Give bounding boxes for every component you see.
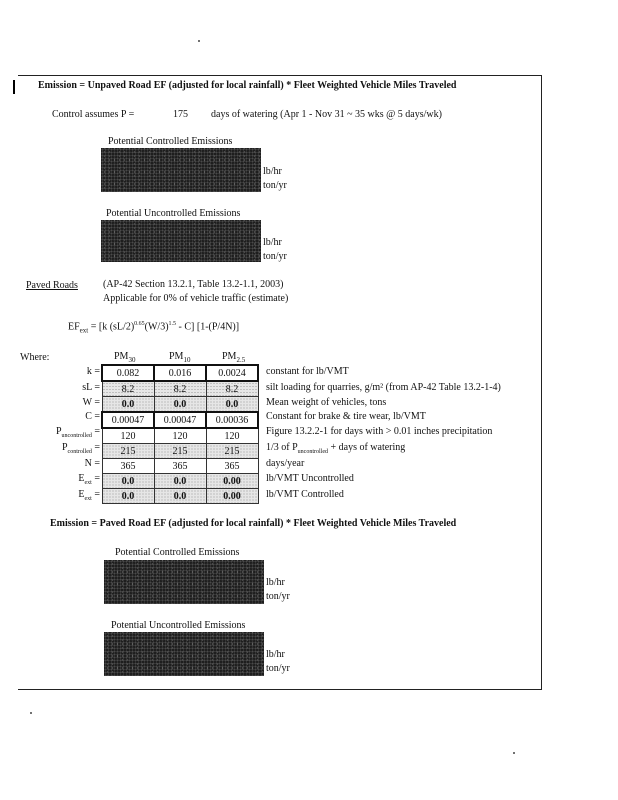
- unit-tonyr: ton/yr: [263, 251, 287, 262]
- table-cell: 0.0: [102, 489, 154, 504]
- formula-part2: (W/3): [144, 321, 169, 333]
- parameter-table: [101, 364, 259, 504]
- table-row: [102, 397, 258, 413]
- controlled-emissions-title-2: Potential Controlled Emissions: [115, 547, 240, 558]
- table-row: [102, 459, 258, 474]
- unit-tonyr-2: ton/yr: [266, 591, 290, 602]
- header-pm25: $PM_{2.5}$: [222, 351, 246, 364]
- controlled-emissions-redacted-2: [104, 560, 264, 604]
- uncontrolled-emissions-title: Potential Uncontrolled Emissions: [106, 208, 241, 219]
- table-cell: 0.00: [206, 474, 258, 489]
- table-cell: 0.0: [206, 397, 258, 413]
- row-label-p-uncontrolled: $P_{uncontrolled}$ =: [55, 426, 100, 439]
- row-label-w: W =: [82, 397, 100, 408]
- top-rule: [18, 75, 542, 76]
- row-desc-w: Mean weight of vehicles, tons: [266, 397, 387, 408]
- row-desc-p-controlled: 1/3 of $P_{uncontrolled}$ + days of watering: [266, 442, 406, 455]
- table-row: [102, 489, 258, 504]
- table-cell: 365: [154, 459, 206, 474]
- table-cell: 0.082: [102, 365, 154, 381]
- table-cell: 0.0: [154, 489, 206, 504]
- formula-exp1: 0.65: [134, 321, 145, 327]
- table-cell: 215: [154, 444, 206, 459]
- unpaved-equation: Emission = Unpaved Road EF (adjusted for local rainfall) * Fleet Weighted Vehicle Miles Traveled: [38, 80, 457, 91]
- control-assumption-label: Control assumes P =: [52, 109, 135, 120]
- table-cell: 8.2: [206, 381, 258, 397]
- table-cell: 215: [206, 444, 258, 459]
- controlled-emissions-redacted: [101, 148, 261, 192]
- row-label-k: k =: [86, 366, 100, 377]
- formula-part3: - C] [1-(P/4N)]: [176, 321, 240, 333]
- paved-formula: [68, 321, 239, 334]
- table-cell: 0.016: [154, 365, 206, 381]
- scan-speck: [513, 752, 515, 754]
- paved-equation: Emission = Paved Road EF (adjusted for local rainfall) * Fleet Weighted Vehicle Miles Traveled: [50, 518, 457, 529]
- controlled-emissions-title: Potential Controlled Emissions: [108, 136, 233, 147]
- table-cell: 8.2: [154, 381, 206, 397]
- uncontrolled-emissions-title-2: Potential Uncontrolled Emissions: [111, 620, 246, 631]
- unit-lbhr: lb/hr: [263, 166, 282, 177]
- formula-lhs: EF: [68, 321, 80, 333]
- uncontrolled-emissions-redacted-2: [104, 632, 264, 676]
- table-cell: 365: [206, 459, 258, 474]
- formula-part1: = [k (sL/2): [88, 321, 135, 333]
- row-desc-sl: silt loading for quarries, g/m² (from AP-42 Table 13.2-1-4): [266, 382, 501, 393]
- row-label-eext-uncontrolled: $E_{ext}$ =: [78, 473, 100, 486]
- table-cell: 120: [154, 428, 206, 444]
- scan-speck: [30, 712, 32, 714]
- table-cell: 0.0: [102, 397, 154, 413]
- table-cell: 120: [206, 428, 258, 444]
- row-desc-eext-controlled: lb/VMT Controlled: [266, 489, 344, 500]
- row-desc-k: constant for lb/VMT: [266, 366, 349, 377]
- unit-lbhr-2: lb/hr: [266, 577, 285, 588]
- row-label-p-controlled: $P_{controlled}$ =: [61, 442, 100, 455]
- table-cell: 215: [102, 444, 154, 459]
- paved-roads-source: (AP-42 Section 13.2.1, Table 13.2-1.1, 2003): [103, 279, 284, 290]
- paved-roads-heading: Paved Roads: [26, 280, 78, 291]
- table-cell: 0.00: [206, 489, 258, 504]
- control-assumption-desc: days of watering (Apr 1 - Nov 31 ~ 35 wks @ 5 days/wk): [211, 109, 442, 120]
- where-label: Where:: [20, 352, 50, 363]
- bottom-rule: [18, 689, 542, 690]
- table-cell: 0.00047: [154, 412, 206, 428]
- table-cell: 8.2: [102, 381, 154, 397]
- header-pm30: $PM_{30}$: [114, 351, 136, 364]
- table-cell: 0.0024: [206, 365, 258, 381]
- table-cell: 365: [102, 459, 154, 474]
- scan-mark: [13, 80, 15, 94]
- row-label-n: N =: [84, 458, 100, 469]
- row-label-sl: sL =: [82, 382, 100, 393]
- formula-exp2: 1.5: [168, 321, 177, 327]
- unit-tonyr: ton/yr: [263, 180, 287, 191]
- table-row: [102, 412, 258, 428]
- table-cell: 0.0: [102, 474, 154, 489]
- table-cell: 120: [102, 428, 154, 444]
- row-desc-n: days/year: [266, 458, 305, 469]
- table-row: [102, 444, 258, 459]
- table-cell: 0.00036: [206, 412, 258, 428]
- unit-lbhr-3: lb/hr: [266, 649, 285, 660]
- uncontrolled-emissions-redacted: [101, 220, 261, 262]
- row-desc-c: Constant for brake & tire wear, lb/VMT: [266, 411, 426, 422]
- table-row: [102, 365, 258, 381]
- row-desc-p-uncontrolled: Figure 13.2.2-1 for days with > 0.01 inches precipitation: [266, 426, 493, 437]
- row-label-eext-controlled: $E_{ext}$ =: [78, 489, 100, 502]
- table-row: [102, 381, 258, 397]
- formula-lhs-sub: ext: [79, 326, 89, 335]
- header-pm10: $PM_{10}$: [169, 351, 191, 364]
- row-label-c: C =: [85, 411, 100, 422]
- unit-tonyr-3: ton/yr: [266, 663, 290, 674]
- row-desc-eext-uncontrolled: lb/VMT Uncontrolled: [266, 473, 354, 484]
- paved-roads-applicable: Applicable for 0% of vehicle traffic (estimate): [103, 293, 289, 304]
- table-cell: 0.0: [154, 474, 206, 489]
- right-border-line: [541, 75, 542, 690]
- unit-lbhr: lb/hr: [263, 237, 282, 248]
- scan-speck: [198, 40, 200, 42]
- table-cell: 0.0: [154, 397, 206, 413]
- control-assumption-value: 175: [173, 109, 188, 120]
- table-cell: 0.00047: [102, 412, 154, 428]
- table-row: [102, 428, 258, 444]
- table-row: [102, 474, 258, 489]
